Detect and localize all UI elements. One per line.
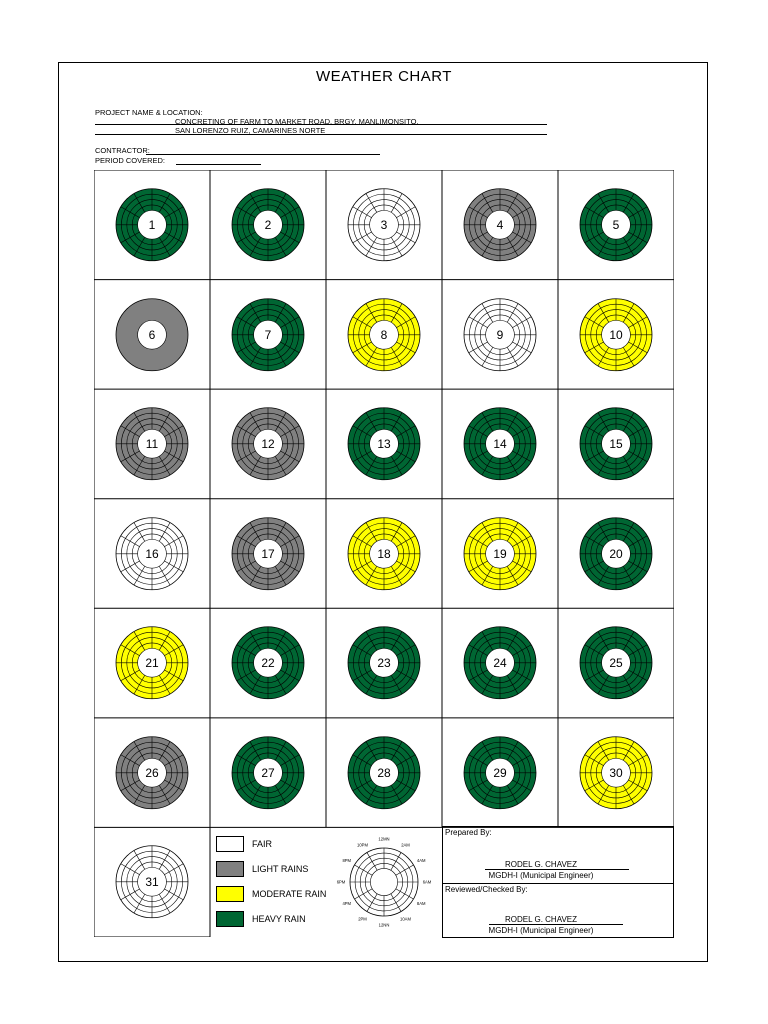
reviewed-by-signature-line — [489, 924, 623, 925]
weather-wheel — [348, 737, 420, 809]
legend-label: FAIR — [252, 839, 273, 849]
day-number: 26 — [145, 765, 159, 780]
weather-wheel — [580, 517, 652, 589]
weather-wheel — [464, 517, 536, 589]
day-number: 23 — [377, 656, 391, 671]
weather-wheel — [232, 298, 304, 370]
contractor-label: CONTRACTOR: — [95, 146, 150, 155]
weather-wheel — [232, 737, 304, 809]
day-cell-24 — [442, 608, 558, 718]
reviewed-by-label: Reviewed/Checked By: — [445, 885, 528, 894]
day-number: 20 — [609, 546, 623, 561]
day-number: 7 — [264, 327, 272, 342]
clock-hour-label: 10AM — [400, 916, 411, 922]
legend-label: HEAVY RAIN — [252, 914, 306, 924]
day-number: 11 — [145, 436, 159, 451]
day-number: 14 — [493, 436, 507, 451]
weather-wheel — [464, 408, 536, 480]
day-number: 17 — [261, 546, 275, 561]
weather-wheel — [348, 517, 420, 589]
day-cell-17 — [210, 499, 326, 609]
clock-key-wheel — [334, 832, 434, 932]
signature-divider — [443, 883, 673, 884]
prepared-by-label: Prepared By: — [445, 828, 492, 837]
weather-wheel — [116, 627, 188, 699]
weather-wheel — [348, 189, 420, 261]
day-cell-15 — [558, 389, 674, 499]
day-number: 24 — [493, 656, 507, 671]
reviewed-by-name: RODEL G. CHAVEZ — [504, 915, 577, 924]
day-cell-30 — [558, 718, 674, 828]
weather-wheel — [116, 408, 188, 480]
weather-wheel — [580, 298, 652, 370]
day-number: 15 — [609, 436, 623, 451]
day-number: 22 — [261, 656, 275, 671]
clock-hour-label: 2AM — [401, 842, 410, 848]
day-cell-9 — [442, 280, 558, 390]
day-number: 16 — [145, 546, 159, 561]
day-cell-8 — [326, 280, 442, 390]
weather-wheel — [464, 627, 536, 699]
clock-hour-label: 2PM — [358, 916, 367, 922]
weather-wheel — [348, 298, 420, 370]
clock-hour-label: 12NN — [378, 922, 390, 928]
weather-wheel — [580, 408, 652, 480]
day-cell-20 — [558, 499, 674, 609]
day-cell-16 — [94, 499, 210, 609]
day-number: 10 — [609, 327, 623, 342]
day-cell-13 — [326, 389, 442, 499]
project-name-line-2: SAN LORENZO RUIZ, CAMARINES NORTE — [175, 126, 326, 135]
day-cell-3 — [326, 170, 442, 280]
project-label: PROJECT NAME & LOCATION: — [95, 108, 203, 117]
day-cell-2 — [210, 170, 326, 280]
day-cell-6 — [94, 280, 210, 390]
weather-wheel — [350, 848, 418, 916]
day-number: 1 — [148, 217, 156, 232]
weather-wheel — [580, 737, 652, 809]
day-cell-10 — [558, 280, 674, 390]
clock-hour-label: 8AM — [416, 901, 426, 906]
clock-hour-label: 4PM — [342, 901, 352, 906]
day-cell-21 — [94, 608, 210, 718]
day-cell-4 — [442, 170, 558, 280]
day-number: 25 — [609, 656, 623, 671]
day-number: 30 — [609, 765, 623, 780]
weather-wheel — [232, 517, 304, 589]
clock-hour-label: 6PM — [336, 879, 346, 885]
prepared-by-signature-line — [485, 869, 629, 870]
day-number: 5 — [612, 217, 620, 232]
clock-hour-label: 12MN — [378, 836, 390, 842]
period-covered-label: PERIOD COVERED: — [95, 156, 166, 165]
legend-label: MODERATE RAIN — [252, 889, 327, 899]
legend-swatch — [216, 836, 244, 852]
day-number: 29 — [493, 765, 507, 780]
day-number: 13 — [377, 436, 391, 451]
day-cell-22 — [210, 608, 326, 718]
weather-wheel — [580, 627, 652, 699]
day-cell-7 — [210, 280, 326, 390]
day-number: 18 — [377, 546, 391, 561]
legend-label: LIGHT RAINS — [252, 864, 309, 874]
contractor-field — [146, 154, 380, 155]
day-cell-18 — [326, 499, 442, 609]
prepared-by-title: MGDH-I (Municipal Engineer) — [488, 871, 594, 880]
day-cell-14 — [442, 389, 558, 499]
legend-swatch — [216, 861, 244, 877]
day-number: 9 — [496, 327, 504, 342]
day-cell-28 — [326, 718, 442, 828]
weather-wheel — [464, 298, 536, 370]
day-number: 31 — [145, 875, 159, 890]
weather-wheel — [348, 627, 420, 699]
day-number: 6 — [148, 327, 156, 342]
clock-hour-label: 8PM — [342, 858, 352, 863]
day-cell-26 — [94, 718, 210, 828]
weather-wheel — [116, 737, 188, 809]
legend-swatch — [216, 911, 244, 927]
day-number: 2 — [264, 217, 272, 232]
day-number: 28 — [377, 765, 391, 780]
weather-wheel — [116, 846, 188, 918]
day-cell-5 — [558, 170, 674, 280]
day-cell-27 — [210, 718, 326, 828]
day-cell-25 — [558, 608, 674, 718]
clock-hour-label: 4AM — [416, 858, 426, 863]
day-number: 8 — [380, 327, 388, 342]
weather-wheel — [232, 408, 304, 480]
weather-wheel — [464, 737, 536, 809]
weather-wheel — [232, 627, 304, 699]
project-name-line-1: CONCRETING OF FARM TO MARKET ROAD, BRGY, MANLIMONSITO, — [175, 117, 419, 126]
legend-swatch — [216, 886, 244, 902]
weather-wheel — [116, 298, 188, 370]
weather-wheel — [348, 408, 420, 480]
weather-wheel — [580, 189, 652, 261]
day-number: 21 — [145, 656, 159, 671]
weather-wheel — [116, 517, 188, 589]
signature-block — [442, 826, 674, 938]
day-number: 3 — [380, 217, 388, 232]
day-cell-19 — [442, 499, 558, 609]
day-number: 27 — [261, 765, 275, 780]
day-grid — [94, 170, 674, 937]
day-cell-11 — [94, 389, 210, 499]
day-cell-1 — [94, 170, 210, 280]
weather-wheel — [116, 189, 188, 261]
clock-hour-label: 10PM — [357, 842, 368, 848]
day-cell-29 — [442, 718, 558, 828]
day-cell-12 — [210, 389, 326, 499]
period-covered-field — [176, 164, 261, 165]
day-cell-23 — [326, 608, 442, 718]
day-cell-31 — [94, 827, 210, 937]
page-title: WEATHER CHART — [316, 68, 452, 85]
day-number: 12 — [261, 436, 275, 451]
day-number: 19 — [493, 546, 507, 561]
reviewed-by-title: MGDH-I (Municipal Engineer) — [488, 926, 594, 935]
clock-hour-label: 6AM — [422, 879, 432, 885]
day-number: 4 — [496, 217, 504, 232]
weather-wheel — [232, 189, 304, 261]
prepared-by-name: RODEL G. CHAVEZ — [504, 860, 577, 869]
weather-wheel — [464, 189, 536, 261]
